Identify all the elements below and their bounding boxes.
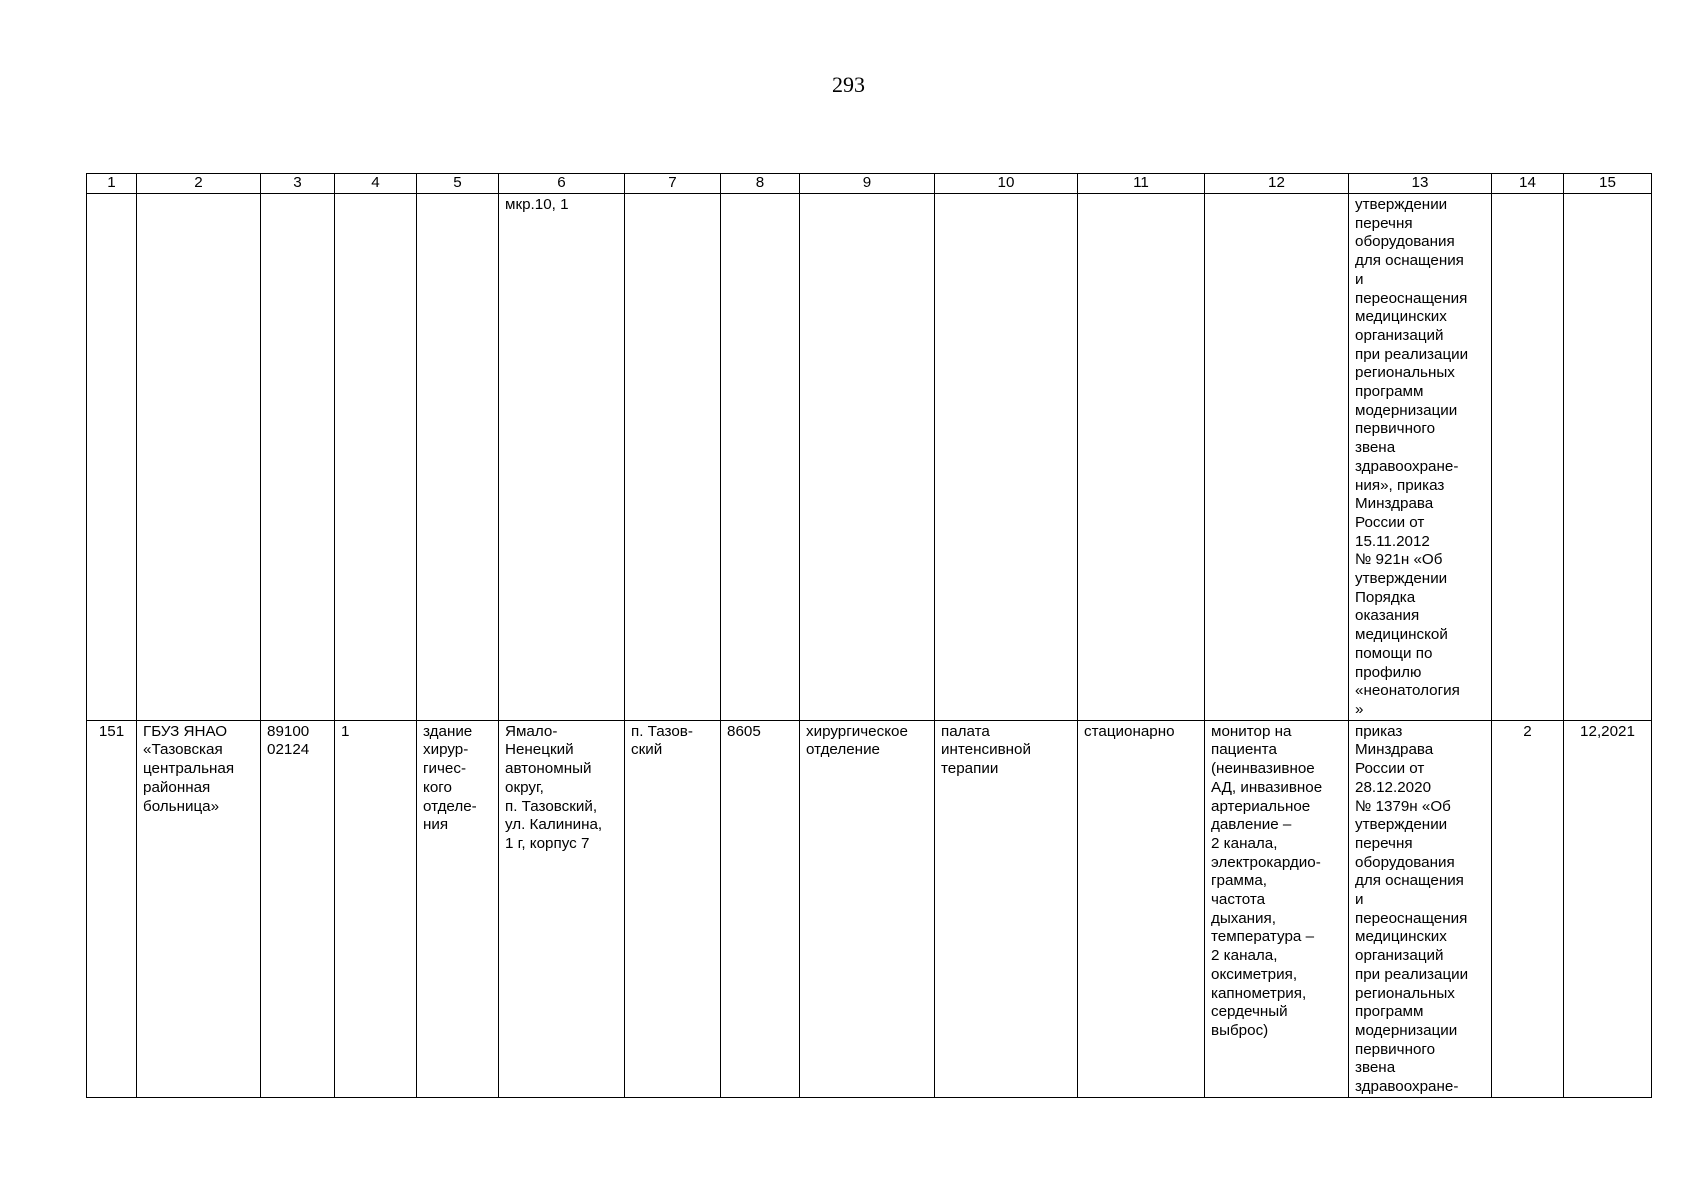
cell-text-line: организаций — [1355, 326, 1444, 344]
cell-basis — [1349, 194, 1492, 721]
cell-text-line: центральная — [143, 760, 235, 778]
table-row-continued — [87, 194, 1652, 721]
cell-text-line: 2 канала, — [1211, 834, 1278, 852]
cell-text-line: № 921н «Об — [1355, 551, 1443, 569]
column-header: 6 — [499, 174, 625, 194]
cell-text-line: ский — [631, 741, 663, 759]
cell-text-line: приказ — [1355, 722, 1403, 740]
cell-text-line: мкр.10, 1 — [505, 196, 569, 213]
cell-text-line: утверждении — [1355, 196, 1448, 213]
table-row-151 — [87, 720, 1652, 1097]
cell-text-line: грамма, — [1211, 872, 1267, 890]
cell-address — [499, 194, 625, 721]
cell-text-line: при реализации — [1355, 345, 1469, 363]
cell-text-line: переоснащения — [1355, 289, 1468, 307]
cell-text-line: программ — [1355, 383, 1424, 401]
cell-room — [935, 720, 1078, 1097]
cell-text-line: программ — [1355, 1003, 1424, 1021]
cell-building — [417, 720, 499, 1097]
cell-organization — [137, 720, 261, 1097]
cell-department — [800, 720, 935, 1097]
cell-text-line: перечня — [1355, 834, 1413, 852]
cell-text-line: 28.12.2020 — [1355, 778, 1432, 796]
cell-text-line: АД, инвазивное — [1211, 778, 1323, 796]
cell-text-line: частота — [1211, 891, 1266, 909]
cell-mode — [1078, 194, 1205, 721]
cell-equipment — [1205, 194, 1349, 721]
cell-text-line: гичес- — [423, 760, 467, 778]
cell-mode: стационарно — [1078, 720, 1205, 1097]
cell-col4: 1 — [335, 720, 417, 1097]
cell-text-line: больница» — [143, 797, 220, 815]
cell-text-line: ния», приказ — [1355, 476, 1445, 494]
cell-text-line: утверждении — [1355, 570, 1448, 588]
cell-text-line: температура – — [1211, 928, 1315, 946]
cell-text-line: кого — [423, 778, 452, 796]
column-header: 15 — [1564, 174, 1652, 194]
cell-date: 12,2021 — [1564, 720, 1652, 1097]
cell-col4 — [335, 194, 417, 721]
column-number-row — [87, 174, 1652, 194]
cell-text-line: монитор на — [1211, 722, 1292, 740]
cell-quantity — [1492, 194, 1564, 721]
cell-text-line: медицинской — [1355, 626, 1448, 644]
cell-text-line: медицинских — [1355, 308, 1447, 326]
cell-text-line: и — [1355, 891, 1364, 909]
cell-text-line: выброс) — [1211, 1021, 1269, 1039]
cell-number: 151 — [87, 720, 137, 1097]
cell-col8 — [721, 194, 800, 721]
cell-text-line: медицинских — [1355, 928, 1447, 946]
cell-text-line: 15.11.2012 — [1355, 532, 1430, 550]
cell-text-line: здравоохране- — [1355, 1078, 1459, 1096]
cell-text-line: региональных — [1355, 984, 1455, 1002]
cell-text-line: округ, — [505, 778, 544, 796]
cell-text-line: при реализации — [1355, 965, 1469, 983]
cell-text-line: первичного — [1355, 1040, 1436, 1058]
column-header: 14 — [1492, 174, 1564, 194]
cell-building — [417, 194, 499, 721]
cell-text-line: ния — [423, 816, 449, 834]
cell-text-line: п. Тазов- — [631, 722, 693, 740]
cell-text-line: профилю — [1355, 663, 1422, 681]
cell-text-line: оксиметрия, — [1211, 965, 1298, 983]
cell-text-line: и — [1355, 270, 1364, 288]
cell-text-line: пациента — [1211, 741, 1277, 759]
cell-text-line: для оснащения — [1355, 872, 1464, 890]
column-header: 9 — [800, 174, 935, 194]
column-header: 3 — [261, 174, 335, 194]
cell-text-line: для оснащения — [1355, 252, 1464, 270]
cell-col8: 8605 — [721, 720, 800, 1097]
cell-text-line: дыхания, — [1211, 909, 1276, 927]
cell-text-line: Ненецкий — [505, 741, 574, 759]
cell-text-line: России от — [1355, 760, 1425, 778]
cell-text-line: здравоохране- — [1355, 457, 1459, 475]
cell-text-line: автономный — [505, 760, 592, 778]
cell-text-line: модернизации — [1355, 401, 1458, 419]
cell-text-line: первичного — [1355, 420, 1436, 438]
cell-text-line: оборудования — [1355, 233, 1455, 251]
cell-text-line: Порядка — [1355, 588, 1416, 606]
cell-text-line: » — [1355, 700, 1364, 718]
cell-text-line: капнометрия, — [1211, 984, 1307, 1002]
cell-text-line: интенсивной — [941, 741, 1031, 759]
cell-address — [499, 720, 625, 1097]
cell-text-line: звена — [1355, 439, 1396, 457]
cell-text-line: терапии — [941, 760, 999, 778]
column-header: 11 — [1078, 174, 1205, 194]
page-number: 293 — [832, 72, 865, 97]
cell-text-line: Ямало- — [505, 722, 558, 740]
column-header: 1 — [87, 174, 137, 194]
cell-text-line: давление – — [1211, 816, 1292, 834]
cell-text-line: Минздрава — [1355, 495, 1434, 513]
cell-number — [87, 194, 137, 721]
cell-equipment — [1205, 720, 1349, 1097]
cell-text-line: отделение — [806, 741, 880, 759]
cell-text-line: отделе- — [423, 797, 477, 815]
registry-table — [86, 173, 1652, 1098]
cell-text-line: хирургическое — [806, 722, 908, 740]
cell-text-line: (неинвазивное — [1211, 760, 1315, 778]
cell-text-line: п. Тазовский, — [505, 797, 598, 815]
cell-text-line: 2 канала, — [1211, 947, 1278, 965]
cell-text-line: хирур- — [423, 741, 469, 759]
cell-text-line: России от — [1355, 513, 1425, 531]
cell-text-line: 89100 — [267, 722, 310, 740]
cell-room — [935, 194, 1078, 721]
cell-locality — [625, 720, 721, 1097]
cell-text-line: оказания — [1355, 607, 1420, 625]
cell-text-line: электрокардио- — [1211, 853, 1321, 871]
cell-text-line: утверждении — [1355, 816, 1448, 834]
cell-text-line: организаций — [1355, 947, 1444, 965]
cell-department — [800, 194, 935, 721]
cell-text-line: оборудования — [1355, 853, 1455, 871]
cell-code — [261, 194, 335, 721]
cell-text-line: 02124 — [267, 741, 310, 759]
cell-text-line: № 1379н «Об — [1355, 797, 1451, 815]
cell-code — [261, 720, 335, 1097]
cell-organization — [137, 194, 261, 721]
cell-text-line: перечня — [1355, 214, 1413, 232]
cell-text-line: региональных — [1355, 364, 1455, 382]
cell-text-line: модернизации — [1355, 1021, 1458, 1039]
cell-text-line: звена — [1355, 1059, 1396, 1077]
column-header: 8 — [721, 174, 800, 194]
cell-text-line: ул. Калинина, — [505, 816, 603, 834]
cell-text-line: сердечный — [1211, 1003, 1288, 1021]
cell-text-line: «неонатология — [1355, 682, 1460, 700]
cell-quantity: 2 — [1492, 720, 1564, 1097]
column-header: 10 — [935, 174, 1078, 194]
column-header: 12 — [1205, 174, 1349, 194]
column-header: 4 — [335, 174, 417, 194]
cell-basis — [1349, 720, 1492, 1097]
cell-text-line: районная — [143, 778, 211, 796]
cell-text-line: Минздрава — [1355, 741, 1434, 759]
cell-text-line: ГБУЗ ЯНАО — [143, 722, 228, 740]
cell-text-line: переоснащения — [1355, 909, 1468, 927]
cell-text-line: «Тазовская — [143, 741, 223, 759]
cell-text-line: помощи по — [1355, 644, 1433, 662]
column-header: 7 — [625, 174, 721, 194]
cell-date — [1564, 194, 1652, 721]
cell-text-line: 1 г, корпус 7 — [505, 834, 590, 852]
column-header: 13 — [1349, 174, 1492, 194]
cell-text-line: палата — [941, 722, 990, 740]
cell-text-line: артериальное — [1211, 797, 1311, 815]
cell-locality — [625, 194, 721, 721]
cell-text-line: здание — [423, 722, 473, 740]
column-header: 5 — [417, 174, 499, 194]
column-header: 2 — [137, 174, 261, 194]
